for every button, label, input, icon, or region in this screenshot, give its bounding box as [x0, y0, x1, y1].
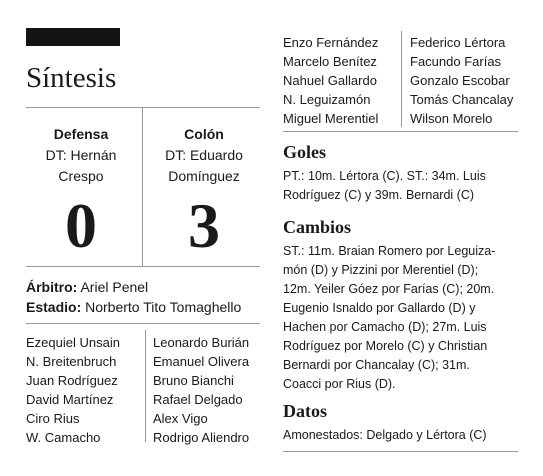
divider — [26, 323, 260, 324]
cambios-line: ST.: 11m. Braian Romero por Leguiza- — [283, 244, 496, 258]
cambios-line: Rodríguez por Morelo (C) y Christian — [283, 339, 488, 353]
page-title: Síntesis — [26, 62, 117, 94]
section-marker-bar — [26, 28, 120, 46]
home-lineup-part1 — [26, 333, 144, 447]
player-name: Ezequiel Unsain — [26, 335, 120, 350]
player-name: Federico Lértora — [410, 35, 506, 50]
player-name: Facundo Farías — [410, 54, 502, 69]
away-lineup-part2 — [410, 33, 528, 128]
stadium-value: Norberto Tito Tomaghello — [85, 299, 242, 315]
away-team-block — [148, 124, 260, 187]
player-name: Leonardo Burián — [153, 335, 250, 350]
player-name: Miguel Merentiel — [283, 111, 379, 126]
home-score: 0 — [65, 190, 97, 261]
team-divider — [142, 108, 143, 266]
divider — [283, 451, 518, 452]
player-name: Rodrigo Aliendro — [153, 430, 250, 445]
player-name: Gonzalo Escobar — [410, 73, 510, 88]
cambios-line: 12m. Yeiler Góez por Farías (C); 20m. — [283, 282, 495, 296]
goles-heading: Goles — [283, 142, 326, 162]
player-name: Bruno Bianchi — [153, 373, 234, 388]
datos-text: Amonestados: Delgado y Lértora (C) — [283, 428, 487, 442]
player-name: Rafael Delgado — [153, 392, 243, 407]
home-lineup-part2 — [283, 33, 401, 128]
player-name: N. Leguizamón — [283, 92, 371, 107]
player-name: Alex Vigo — [153, 411, 208, 426]
stadium-line — [26, 297, 266, 317]
cambios-line: Coacci por Rius (D). — [283, 377, 396, 391]
lineup-divider — [401, 31, 402, 127]
referee-label: Árbitro: — [26, 279, 78, 295]
lineup-divider — [145, 330, 146, 442]
away-score: 3 — [188, 190, 220, 261]
datos-heading: Datos — [283, 401, 327, 421]
player-name: Enzo Fernández — [283, 35, 379, 50]
cambios-line: Bernardi por Chancalay (C); 31m. — [283, 358, 470, 372]
player-name: Emanuel Olivera — [153, 354, 250, 369]
cambios-text — [283, 242, 528, 394]
player-name: Tomás Chancalay — [410, 92, 514, 107]
referee-line — [26, 277, 266, 297]
away-team-name: Colón — [184, 126, 224, 142]
divider — [26, 266, 260, 267]
cambios-line: Eugenio Isnaldo por Gallardo (D) y — [283, 301, 476, 315]
player-name: Wilson Morelo — [410, 111, 493, 126]
player-name: Ciro Rius — [26, 411, 80, 426]
cambios-heading: Cambios — [283, 217, 352, 237]
player-name: W. Camacho — [26, 430, 101, 445]
officials-block — [26, 277, 266, 317]
goles-text: PT.: 10m. Lértora (C). ST.: 34m. Luis Rodríguez (C) y 39m. Bernardi (C) — [283, 169, 486, 202]
referee-value: Ariel Penel — [80, 279, 149, 295]
divider — [26, 107, 260, 108]
divider — [283, 131, 518, 132]
cambios-line: Hachen por Camacho (D); 27m. Luis — [283, 320, 487, 334]
away-team-coach: DT: Eduardo Domínguez — [165, 147, 243, 184]
home-team-coach: DT: Hernán Crespo — [45, 147, 117, 184]
player-name: Marcelo Benítez — [283, 54, 377, 69]
stadium-label: Estadio: — [26, 299, 82, 315]
away-lineup-part1 — [153, 333, 265, 447]
home-team-block — [26, 124, 136, 187]
cambios-line: món (D) y Pizzini por Merentiel (D); — [283, 263, 479, 277]
player-name: Nahuel Gallardo — [283, 73, 377, 88]
home-team-name: Defensa — [53, 126, 109, 142]
player-name: N. Breitenbruch — [26, 354, 117, 369]
player-name: David Martínez — [26, 392, 114, 407]
player-name: Juan Rodríguez — [26, 373, 118, 388]
